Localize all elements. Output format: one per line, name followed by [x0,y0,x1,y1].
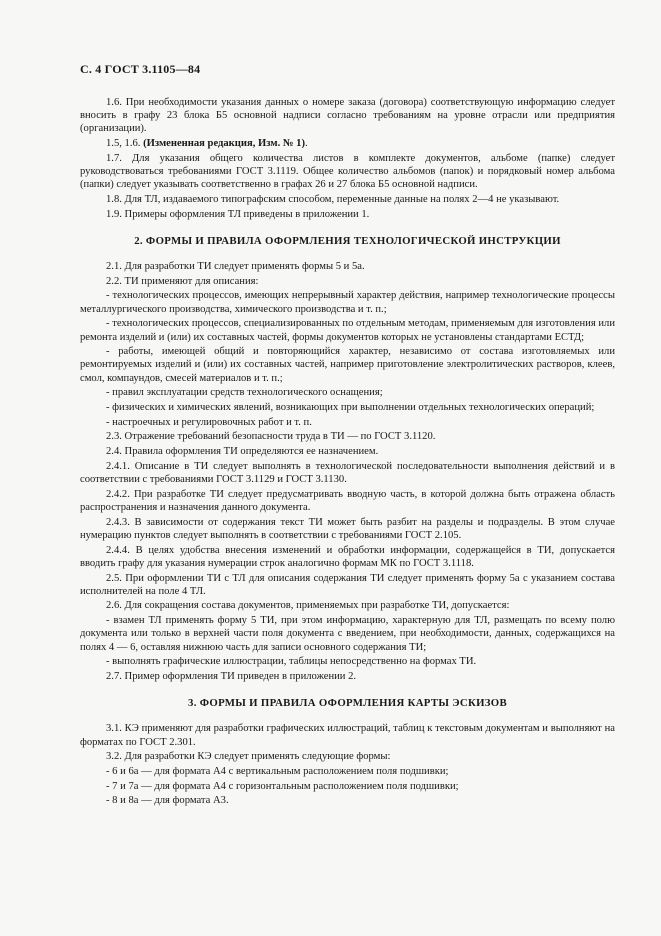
paragraph: 2.7. Пример оформления ТИ приведен в приложении 2. [106,670,357,682]
paragraph-1-7: 1.7. Для указания общего количества листов в комплекте документов, альбоме (папке) следует руководствоваться требованиями ГОСТ 3.1119. Общее количество альбомов (папок) и порядковый номер альбома (папки) следует указывать соответственно в графах 26 и 27 блока Б5 основной надписи. [80,152,615,191]
paragraph: 2.4.4. В целях удобства внесения изменений и обработки информации, содержащейся в ТИ, допускается вводить графу для указания нумерации строк аналогично формам МК по ГОСТ 3.1118. [80,544,615,569]
paragraph-1-6: 1.6. При необходимости указания данных о номере заказа (договора) соответствующую информацию следует вносить в графу 23 блока Б5 основной надписи согласно требованиям на уровне отрасли или предприятия (организации). [80,97,615,135]
paragraph: 3.1. КЭ применяют для разработки графических иллюстраций, таблиц к текстовым документам и выполняют на форматах по ГОСТ 2.301. [80,723,615,748]
list-item: - 6 и 6а — для формата А4 с вертикальным расположением поля подшивки; [106,765,449,777]
document-body [80,96,615,809]
paragraph: 2.4.2. При разработке ТИ следует предусматривать вводную часть, в которой должна быть отражена область распространения и назначения данного документа. [80,488,615,513]
list-item: - взамен ТЛ применять форму 5 ТИ, при этом информацию, характерную для ТЛ, размещать по всему полю документа или только в верхней части поля документа с введением, при необходимости, данных, содержащихся на полях 4 — 6, оставляя нижнюю часть для записи основного содержания ТИ; [80,615,615,653]
paragraph: 2.2. ТИ применяют для описания: [106,275,259,287]
paragraph: 3.2. Для разработки КЭ следует применять следующие формы: [106,751,391,763]
list-item: - 8 и 8а — для формата А3. [106,795,229,807]
paragraph: 2.1. Для разработки ТИ следует применять формы 5 и 5а. [106,261,365,273]
section-3-heading: 3. ФОРМЫ И ПРАВИЛА ОФОРМЛЕНИЯ КАРТЫ ЭСКИЗОВ [188,697,507,710]
list-item: - правил эксплуатации средств технологического оснащения; [106,387,383,399]
paragraph: 2.3. Отражение требований безопасности труда в ТИ — по ГОСТ 3.1120. [106,431,436,443]
list-item: - физических и химических явлений, возникающих при выполнении отдельных технологических операций; [106,402,595,414]
list-item: - настроечных и регулировочных работ и т. п. [106,416,312,428]
list-item: - 7 и 7а — для формата А4 с горизонтальным расположением поля подшивки; [106,780,459,792]
paragraph-1-8: 1.8. Для ТЛ, издаваемого типографским способом, переменные данные на полях 2—4 не указывают. [106,193,560,205]
paragraph: 2.6. Для сокращения состава документов, применяемых при разработке ТИ, допускается: [106,600,510,612]
list-item: - технологических процессов, специализированных по отдельным методам, применяемым для изготовления или ремонта изделий и (или) их составных частей, формы документов которых не установлены стандартами ЕСТД; [80,318,615,343]
section-1 [80,96,615,221]
paragraph: 2.5. При оформлении ТИ с ТЛ для описания содержания ТИ следует применять форму 5а с указанием состава исполнителей на поле 4 ТЛ. [80,572,615,597]
section-2 [80,260,615,683]
list-item: - технологических процессов, имеющих непрерывный характер действия, например технологические процессы металлургического производства, химического производства и т. п.; [80,290,615,315]
paragraph: 2.4.1. Описание в ТИ следует выполнять в технологической последовательности выполнения действий и в соответствии с требованиями ГОСТ 3.1129 и ГОСТ 3.1130. [80,460,615,486]
list-item: - выполнять графические иллюстрации, таблицы непосредственно на формах ТИ. [106,656,477,668]
revision-label: (Измененная редакция, Изм. № 1) [143,138,305,150]
paragraph-1-9: 1.9. Примеры оформления ТЛ приведены в приложении 1. [106,208,370,220]
paragraph: 2.4.3. В зависимости от содержания текст ТИ может быть разбит на разделы и подразделы. В этом случае нумерацию пунктов следует выполнять в соответствии с требованиями ГОСТ 2.105. [80,516,615,541]
page-header: С. 4 ГОСТ 3.1105—84 [80,62,201,76]
list-item: - работы, имеющей общий и повторяющийся характер, независимо от состава изготовляемых или ремонтируемых изделий и (или) их составных частей, например приготовление электролитических растворов, клеев, смол, компаундов, смесей материалов и т. п.; [80,346,615,384]
paragraph-revision-note: 1.5, 1.6. (Измененная редакция, Изм. № 1). [106,138,308,150]
section-2-heading: 2. ФОРМЫ И ПРАВИЛА ОФОРМЛЕНИЯ ТЕХНОЛОГИЧЕСКОЙ ИНСТРУКЦИИ [134,234,561,247]
paragraph: 2.4. Правила оформления ТИ определяются ее назначением. [106,446,379,458]
section-3 [80,722,615,807]
